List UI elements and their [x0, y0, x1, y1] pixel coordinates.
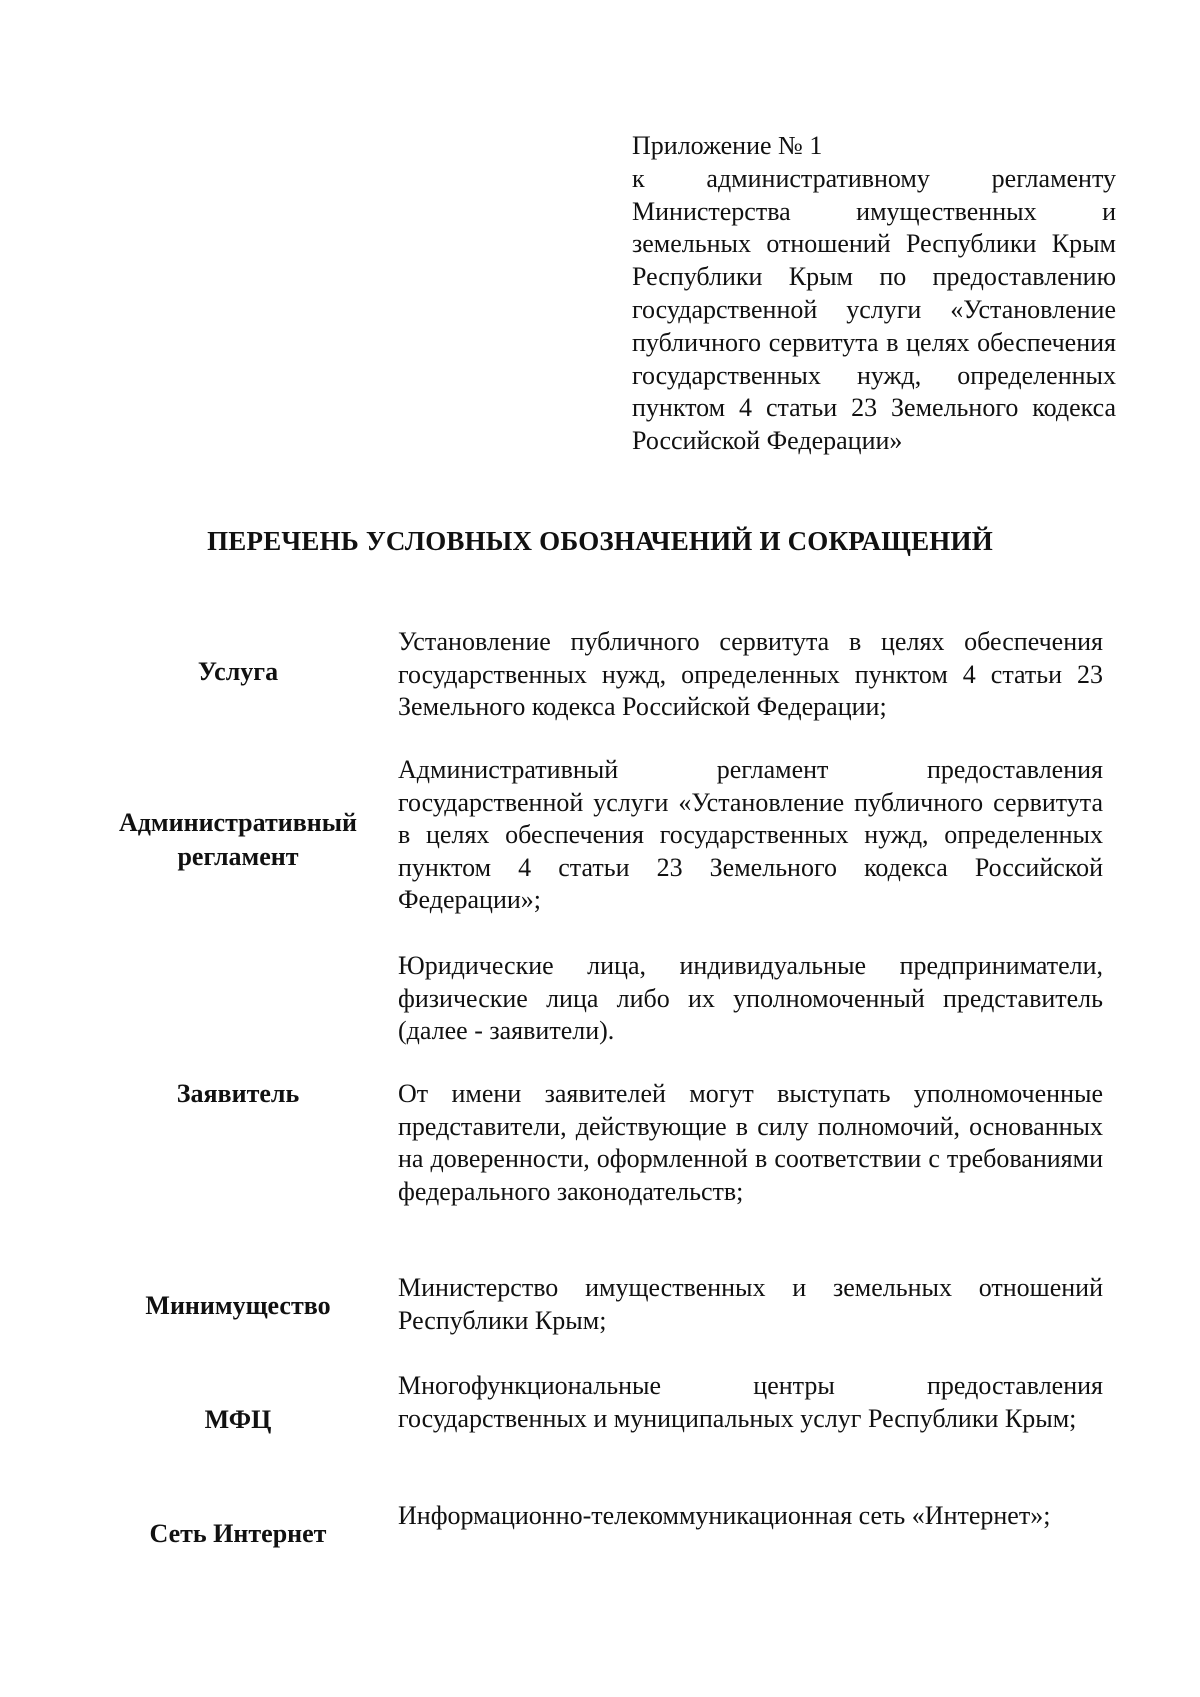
definition-internet: Информационно-телекоммуникационная сеть «Интернет»; — [398, 1501, 1051, 1530]
definition-applicant-2: От имени заявителей могут выступать уполномоченные представители, действующие в силу полномочий, основанных на доверенности, оформленной в соответствии с требованиями федерального законодательств; — [398, 1079, 1103, 1206]
definition-minimushchestvo: Министерство имущественных и земельных отношений Республики Крым; — [398, 1273, 1103, 1335]
definition-mfc: Многофункциональные центры предоставления государственных и муниципальных услуг Республики Крым; — [398, 1371, 1103, 1433]
appendix-block — [632, 130, 1116, 458]
definition-usluga: Установление публичного сервитута в целях обеспечения государственных нужд, определенных пунктом 4 статьи 23 Земельного кодекса Российской Федерации; — [398, 627, 1103, 721]
appendix-body: к административному регламенту Министерства имущественных и земельных отношений Республики Крым Республики Крым по предоставлению государственной услуги «Установление публичного сервитута в целях обеспечения государственных нужд, определенных пунктом 4 статьи 23 Земельного кодекса Российской Федерации» — [632, 163, 1116, 456]
term-administrative-regulation: Административный регламент — [118, 808, 358, 871]
definition-applicant-1: Юридические лица, индивидуальные предприниматели, физические лица либо их уполномоченный представитель (далее - заявители). — [398, 951, 1103, 1045]
definition-administrative-regulation: Административный регламент предоставления государственной услуги «Установление публичного сервитута в целях обеспечения государственных нужд, определенных пунктом 4 статьи 23 Земельного кодекса Российской Федерации»; — [398, 755, 1103, 914]
term-internet: Сеть Интернет — [149, 1519, 327, 1548]
document-heading: ПЕРЕЧЕНЬ УСЛОВНЫХ ОБОЗНАЧЕНИЙ И СОКРАЩЕНИЙ — [207, 526, 993, 556]
term-usluga: Услуга — [197, 657, 279, 686]
term-mfc: МФЦ — [204, 1405, 272, 1434]
term-minimushchestvo: Минимущество — [145, 1291, 331, 1320]
term-applicant: Заявитель — [176, 1079, 300, 1108]
appendix-title: Приложение № 1 — [632, 131, 823, 160]
